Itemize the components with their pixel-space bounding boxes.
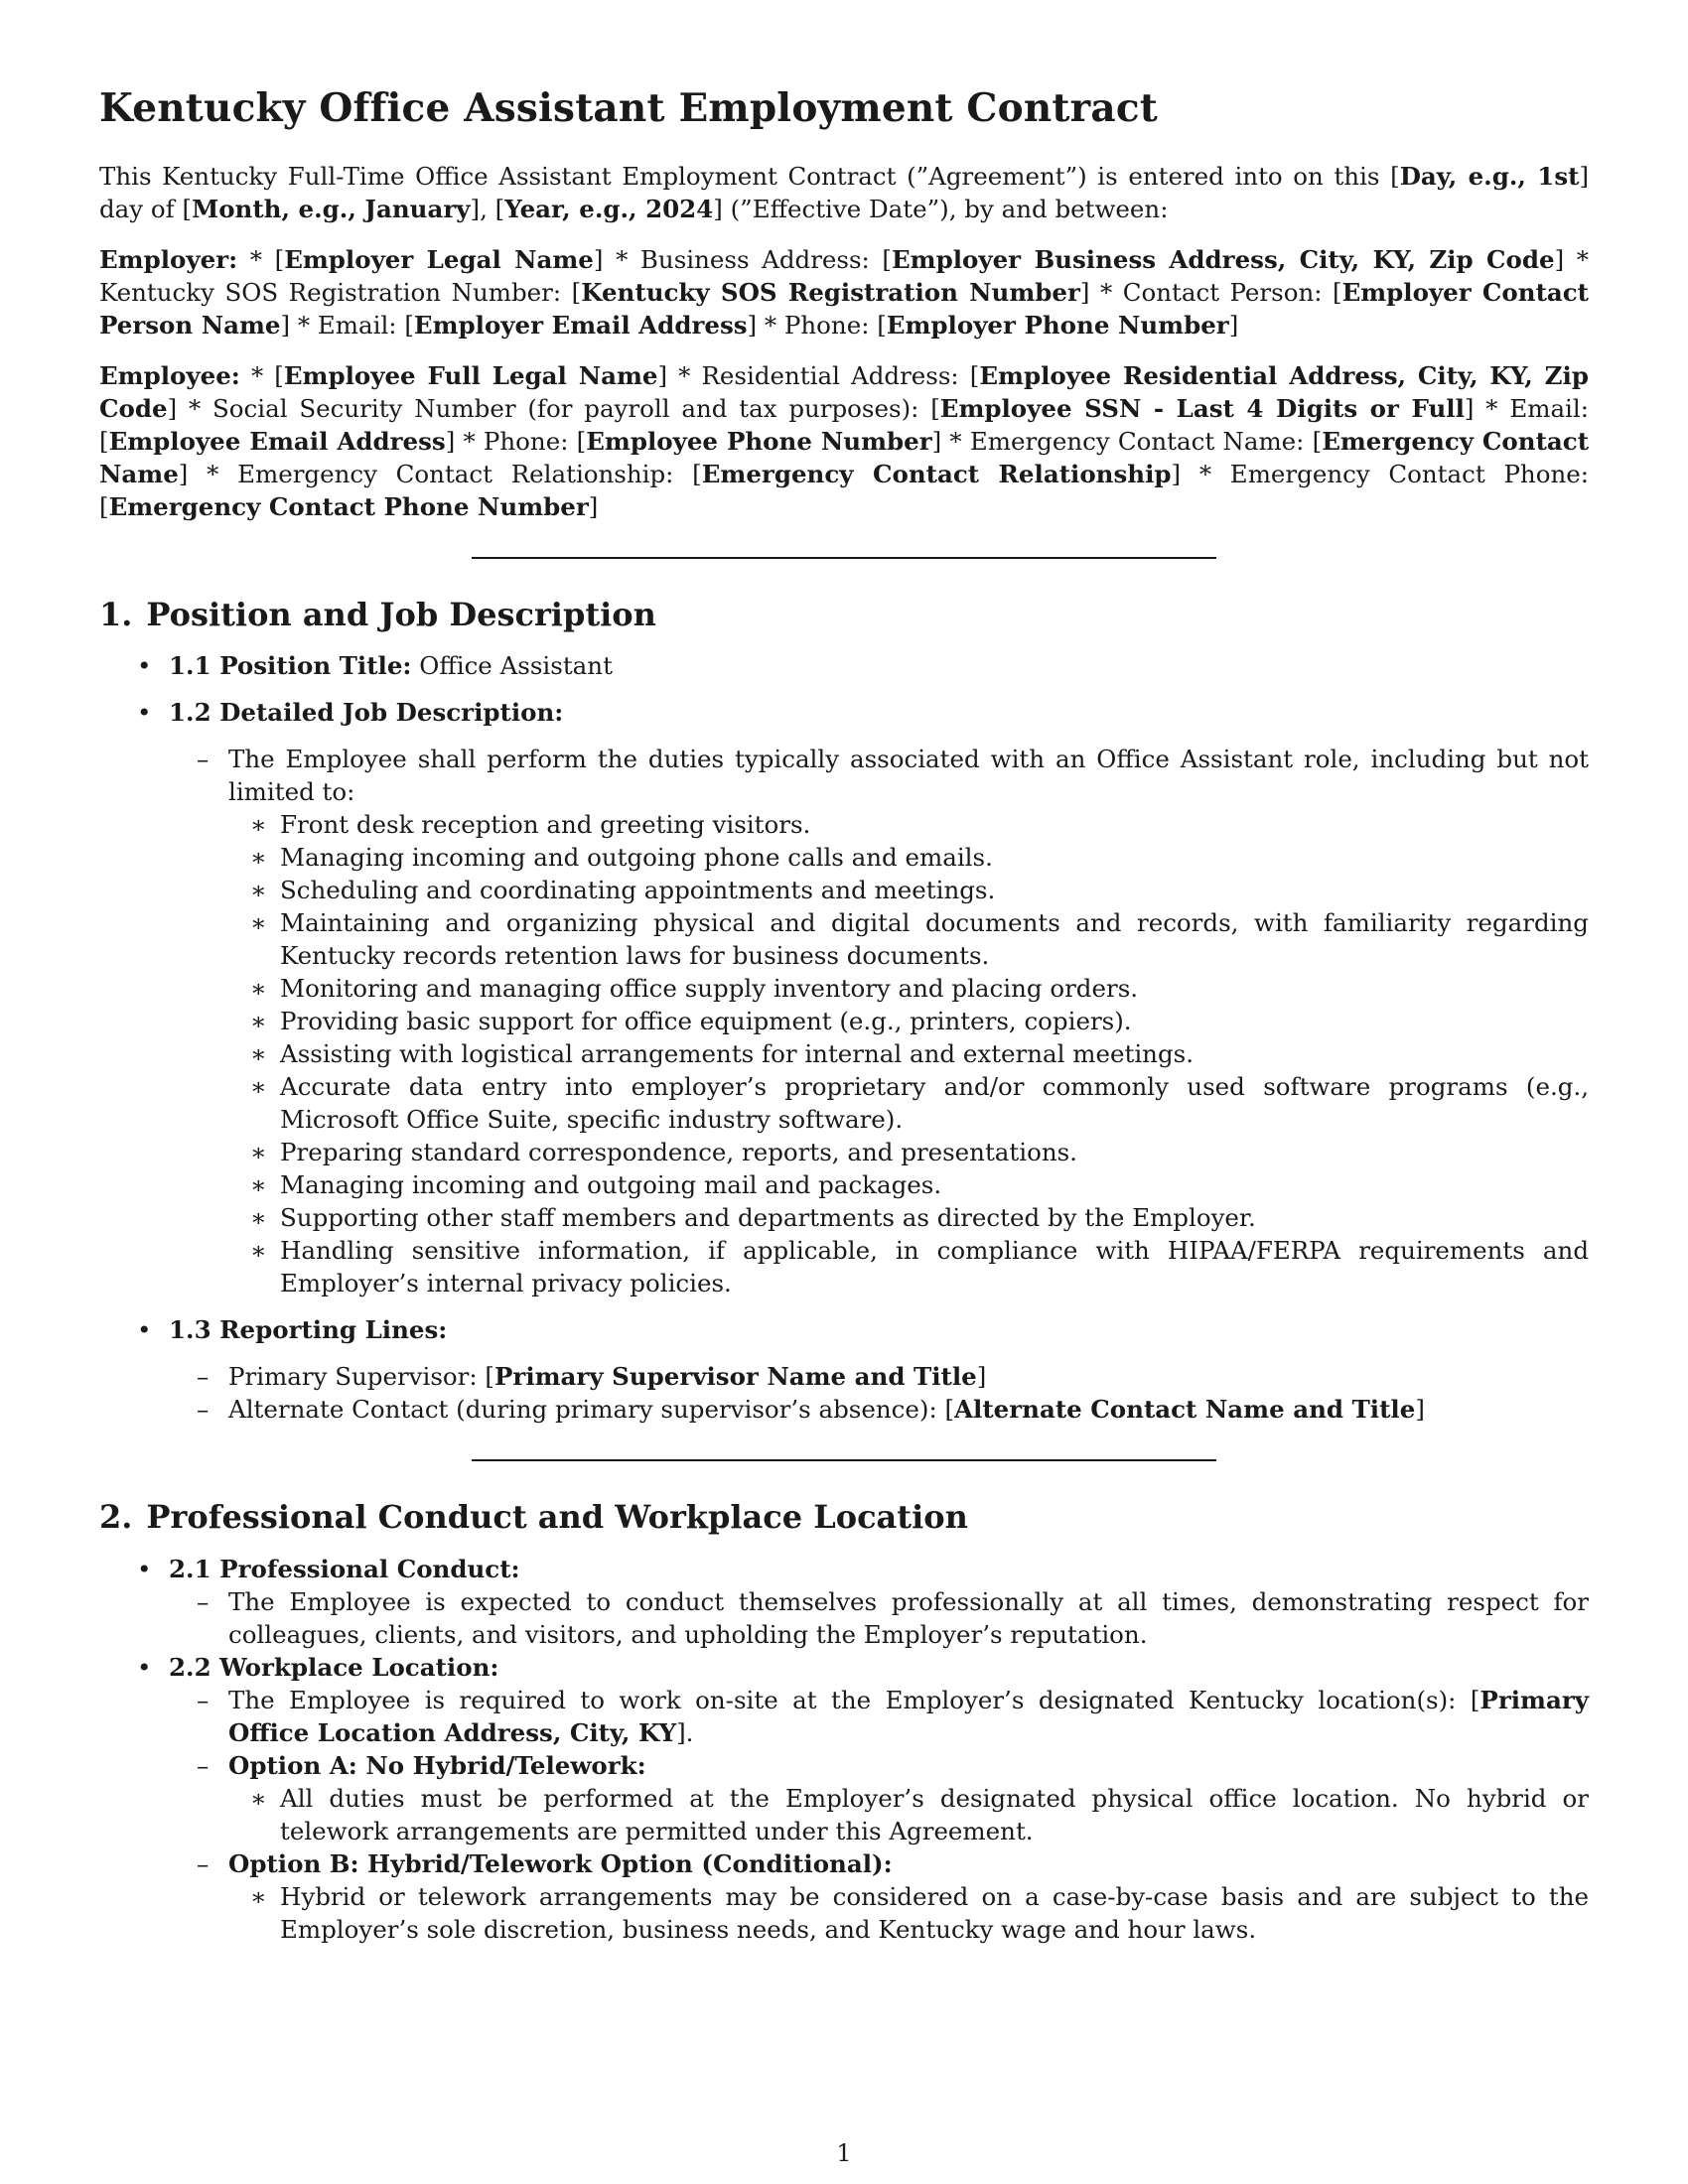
emergency-phone-placeholder: Emergency Contact Phone Number [108,491,589,521]
employee-paragraph: Employee: * [Employee Full Legal Name] * Residential Address: [Employee Residential Address, City, KY, Zip Code] * Social Security Number (for payroll and tax purposes): [Employee SSN - Last 4 Digits or Full] * Email: [Employee Email Address] * Phone: [Employee Phone Number] * Emergency Contact Name: [Emergency Contact Name] * Emergency Contact Relationship: [Emergency Contact Relationship] * Emergency Contact Phone: [Emergency Contact Phone Number] [99,360,1590,521]
dash-marker: – [197,745,210,774]
bullet-marker: • [137,651,152,681]
section-divider [472,557,1216,559]
bullet-marker: • [137,1652,152,1682]
duty-item: ∗ Monitoring and managing office supply inventory and placing orders. [250,974,1139,1004]
dash-marker: – [197,1685,210,1714]
employer-paragraph: Employer: * [Employer Legal Name] * Business Address: [Employer Business Address, City, KY, Zip Code] * Kentucky SOS Registration Number: [Kentucky SOS Registration Number] * Contact Person: [Employer Contact Person Name] * Email: [Employer Email Address] * Phone: [Employer Phone Number] [99,244,1590,340]
star-marker: ∗ [250,1881,267,1911]
star-marker: ∗ [250,1007,267,1036]
employee-email-placeholder: Employee Email Address [108,426,446,456]
section-2-heading: 2. Professional Conduct and Workplace Location [99,1498,968,1537]
employee-label: Employee: [99,360,240,390]
page-number: 1 [836,2139,852,2167]
duty-item: ∗ Managing incoming and outgoing mail and packages. [250,1170,942,1200]
bullet-marker: • [137,1554,152,1583]
star-marker: ∗ [250,1783,267,1813]
list-item: • 2.2 Workplace Location: – The Employee is required to work on-site at the Employer’s designated Kentucky location(s): [Primary Office Location Address, City, KY]. – Option A: No Hybrid/Telework: ∗ All duties must be performed at the Employer’s designated physical office location. No hybrid or telework arrangements are permitted under this Agreement. – Option B: Hybrid/Telework Option (Conditional): ∗ Hybrid or telework arrangements may be considered on a case-by-case basis and are subject to the Employer’s sole discretion, business needs, and Kentucky wage and hour laws. [99,1651,1589,1946]
star-marker: ∗ [250,974,267,1004]
list-item: – The Employee is required to work on-site at the Employer’s designated Kentucky location(s): [Primary Office Location Address, City, KY]. [197,1685,1589,1747]
duty-item: ∗ Managing incoming and outgoing phone calls and emails. [250,843,993,873]
duty-item: ∗ Supporting other staff members and departments as directed by the Employer. [250,1203,1256,1233]
employer-contact-placeholder: Employer Contact Person Name [99,277,1589,340]
employer-address-placeholder: Employer Business Address, City, KY, Zip Code [891,244,1555,274]
year-placeholder: Year, e.g., 2024 [504,194,714,223]
employer-label: Employer: [99,244,238,274]
list-item: • 1.1 Position Title: Office Assistant [137,651,613,681]
employer-email-placeholder: Employer Email Address [413,310,748,340]
emergency-name-placeholder: Emergency Contact Name [99,426,1590,488]
reporting-lines-list [169,1360,1589,1426]
section-divider [472,1459,1216,1461]
list-item: – The Employee shall perform the duties typically associated with an Office Assistant role, including but not limited to: ∗ Front desk reception and greeting visitors. ∗ Managing incoming and outgoing phone calls and emails. ∗ Scheduling and coordinating appointments and meetings. ∗ Maintaining and organizing physical and digital documents and records, with familiarity regarding Kentucky records retention laws for business documents. ∗ Monitoring and managing office supply inventory and placing orders. ∗ Providing basic support for office equipment (e.g., printers, copiers). ∗ Assisting with logistical arrangements for internal and external meetings. ∗ Accurate data entry into employer’s proprietary and/or commonly used software programs (e.g., Microsoft Office Suite, specific industry software). ∗ Preparing standard correspondence, reports, and presentations. ∗ Managing incoming and outgoing mail and packages. ∗ Supporting other staff members and departments as directed by the Employer. ∗ Handling sensitive information, if applicable, in compliance with HIPAA/FERPA requirements and Employer’s internal privacy policies. [99,743,1589,1299]
bullet-marker: • [137,1315,152,1345]
duty-item: ∗ Preparing standard correspondence, reports, and presentations. [250,1138,1077,1167]
contract-page [99,85,1589,1946]
list-item: ∗ All duties must be performed at the Employer’s designated physical office location. No hybrid or telework arrangements are permitted under this Agreement. [250,1783,1589,1845]
list-item: – The Employee is expected to conduct themselves professionally at all times, demonstrating respect for colleagues, clients, and visitors, and upholding the Employer’s reputation. [197,1586,1589,1649]
duties-list [228,808,1589,1299]
dash-marker: – [197,1586,210,1616]
employee-phone-placeholder: Employee Phone Number [586,426,932,456]
star-marker: ∗ [250,908,267,938]
star-marker: ∗ [250,843,267,873]
dash-marker: – [197,1750,210,1780]
job-description-list [169,743,1589,1299]
list-item: • 2.1 Professional Conduct: – The Employee is expected to conduct themselves professionally at all times, demonstrating respect for colleagues, clients, and visitors, and upholding the Employer’s reputation. [99,1553,1589,1651]
list-item: – Option A: No Hybrid/Telework: ∗ All duties must be performed at the Employer’s designated physical office location. No hybrid or telework arrangements are permitted under this Agreement. [99,1749,1589,1847]
list-item: – Primary Supervisor: [Primary Supervisor Name and Title] [197,1362,987,1392]
employee-name-placeholder: Employee Full Legal Name [283,360,658,390]
duty-item: ∗ Providing basic support for office equipment (e.g., printers, copiers). [250,1007,1132,1036]
dash-marker: – [197,1848,210,1878]
star-marker: ∗ [250,1203,267,1233]
list-item: – Option B: Hybrid/Telework Option (Conditional): ∗ Hybrid or telework arrangements may be considered on a case-by-case basis and are subject to the Employer’s sole discretion, business needs, and Kentucky wage and hour laws. [99,1847,1589,1946]
star-marker: ∗ [250,1170,267,1200]
duty-item: ∗ Handling sensitive information, if applicable, in compliance with HIPAA/FERPA requirements and Employer’s internal privacy policies. [250,1236,1589,1298]
star-marker: ∗ [250,810,267,840]
star-marker: ∗ [250,1072,267,1102]
section-1-list [99,649,1589,1426]
document-title: Kentucky Office Assistant Employment Contract [99,85,1159,131]
emergency-relationship-placeholder: Emergency Contact Relationship [701,459,1172,488]
section-1-heading: 1. Position and Job Description [99,595,656,633]
day-placeholder: Day, e.g., 1st [1399,161,1580,191]
list-item: – Alternate Contact (during primary supervisor’s absence): [Alternate Contact Name and Title] [197,1395,1425,1425]
dash-marker: – [197,1362,210,1392]
duty-item: ∗ Assisting with logistical arrangements for internal and external meetings. [250,1039,1194,1069]
star-marker: ∗ [250,876,267,905]
list-item: ∗ Hybrid or telework arrangements may be considered on a case-by-case basis and are subject to the Employer’s sole discretion, business needs, and Kentucky wage and hour laws. [250,1881,1589,1944]
alternate-contact-placeholder: Alternate Contact Name and Title [954,1395,1416,1425]
list-item: • 1.2 Detailed Job Description: – The Employee shall perform the duties typically associated with an Office Assistant role, including but not limited to: ∗ Front desk reception and greeting visitors. ∗ Managing incoming and outgoing phone calls and emails. ∗ Scheduling and coordinating appointments and meetings. ∗ Maintaining and organizing physical and digital documents and records, with familiarity regarding Kentucky records retention laws for business documents. ∗ Monitoring and managing office supply inventory and placing orders. ∗ Providing basic support for office equipment (e.g., printers, copiers). ∗ Assisting with logistical arrangements for internal and external meetings. ∗ Accurate data entry into employer’s proprietary and/or commonly used software programs (e.g., Microsoft Office Suite, specific industry software). ∗ Preparing standard correspondence, reports, and presentations. ∗ Managing incoming and outgoing mail and packages. ∗ Supporting other staff members and departments as directed by the Employer. ∗ Handling sensitive information, if applicable, in compliance with HIPAA/FERPA requirements and Employer’s internal privacy policies. [99,696,1589,1299]
employer-sos-placeholder: Kentucky SOS Registration Number [581,277,1080,307]
list-item: • 1.3 Reporting Lines: – Primary Supervisor: [Primary Supervisor Name and Title] – Alternate Contact (during primary supervisor’s absence): [Alternate Contact Name and Title] [99,1313,1589,1426]
star-marker: ∗ [250,1236,267,1266]
month-placeholder: Month, e.g., January [192,194,471,223]
intro-paragraph: This Kentucky Full-Time Office Assistant Employment Contract (”Agreement”) is entered into on this [Day, e.g., 1st] day of [Month, e.g., January], [Year, e.g., 2024] (”Effective Date”), by and between: [99,161,1589,223]
duty-item: ∗ Accurate data entry into employer’s proprietary and/or commonly used software programs (e.g., Microsoft Office Suite, specific industry software). [250,1072,1589,1135]
section-2-list [99,1553,1589,1946]
duty-item: ∗ Front desk reception and greeting visitors. [250,810,811,840]
supervisor-placeholder: Primary Supervisor Name and Title [493,1362,977,1392]
office-location-placeholder: Primary Office Location Address, City, KY [228,1685,1589,1747]
employer-name-placeholder: Employer Legal Name [284,244,594,274]
employer-phone-placeholder: Employer Phone Number [886,310,1229,340]
duty-item: ∗ Scheduling and coordinating appointments and meetings. [250,876,996,905]
star-marker: ∗ [250,1039,267,1069]
star-marker: ∗ [250,1138,267,1167]
employee-address-placeholder: Employee Residential Address, City, KY, Zip Code [99,360,1589,423]
duty-item: ∗ Maintaining and organizing physical and digital documents and records, with familiarity regarding Kentucky records retention laws for business documents. [250,908,1589,971]
dash-marker: – [197,1395,210,1425]
bullet-marker: • [137,698,152,728]
employee-ssn-placeholder: Employee SSN - Last 4 Digits or Full [939,393,1465,423]
